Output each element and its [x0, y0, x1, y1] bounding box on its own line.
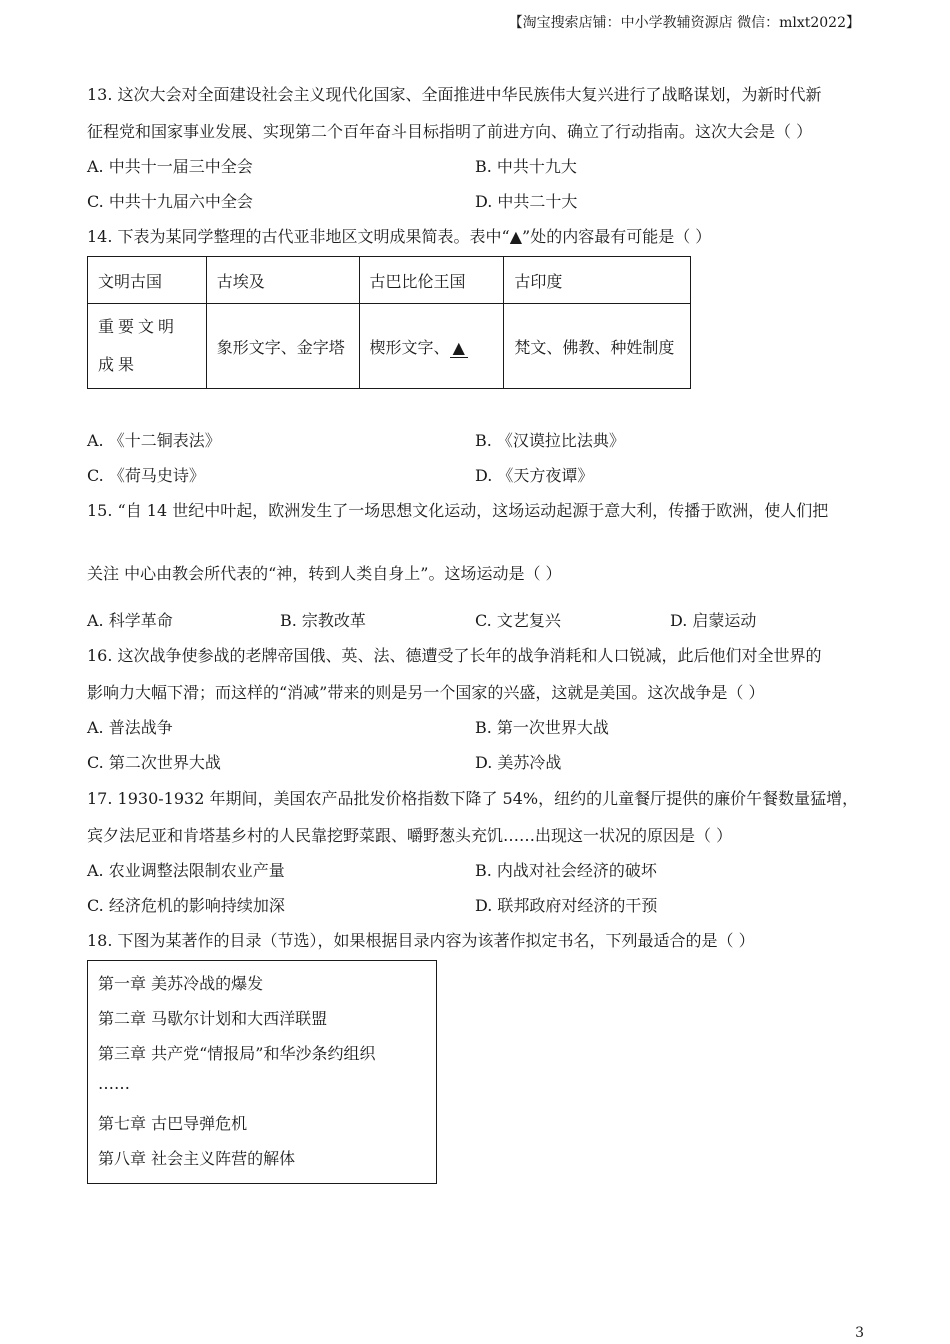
q13-stem-line2: 征程党和国家事业发展、实现第二个百年奋斗目标指明了前进方向、确立了行动指南。这次大会是（ ） — [87, 122, 813, 141]
table-cell-babylon — [359, 304, 504, 389]
q14-option-c: C. 《荷马史诗》 — [87, 466, 205, 485]
table-row-label: 重要文明成果 — [88, 304, 207, 389]
q13-option-b: B. 中共十九大 — [475, 157, 577, 176]
q13-option-c: C. 中共十九届六中全会 — [87, 192, 253, 211]
q17-stem-line2: 宾夕法尼亚和肯塔基乡村的人民靠挖野菜跟、嚼野葱头充饥……出现这一状况的原因是（ ） — [87, 826, 733, 845]
q18-stem: 18. 下图为某著作的目录（节选），如果根据目录内容为该著作拟定书名，下列最适合的是（ ） — [87, 931, 755, 950]
table-of-contents-box — [87, 960, 437, 1184]
table-row — [88, 304, 691, 389]
babylon-text: 楔形文字、 — [369, 337, 450, 357]
table-header-row — [88, 257, 691, 304]
q16-option-c: C. 第二次世界大战 — [87, 753, 221, 772]
table-header-cell: 古巴比伦王国 — [359, 257, 504, 304]
q15-stem-line2: 关注 中心由教会所代表的“神，转到人类自身上”。这场运动是（ ） — [87, 564, 562, 583]
q14-option-d: D. 《天方夜谭》 — [475, 466, 594, 485]
toc-entry: 第二章 马歇尔计划和大西洋联盟 — [98, 1009, 328, 1028]
civilization-table — [87, 256, 691, 389]
table-header-cell: 文明古国 — [88, 257, 207, 304]
q13-option-a: A. 中共十一届三中全会 — [87, 157, 253, 176]
q17-option-c: C. 经济危机的影响持续加深 — [87, 896, 285, 915]
q14-stem: 14. 下表为某同学整理的古代亚非地区文明成果简表。表中“▲”处的内容最有可能是（ ） — [87, 227, 712, 246]
q15-option-c: C. 文艺复兴 — [475, 611, 561, 630]
table-cell-egypt: 象形文字、金字塔 — [206, 304, 359, 389]
q17-option-b: B. 内战对社会经济的破坏 — [475, 861, 657, 880]
q16-option-a: A. 普法战争 — [87, 718, 173, 737]
q14-option-b: B. 《汉谟拉比法典》 — [475, 431, 625, 450]
table-header-cell: 古印度 — [504, 257, 691, 304]
q17-option-a: A. 农业调整法限制农业产量 — [87, 861, 285, 880]
toc-entry: 第八章 社会主义阵营的解体 — [98, 1149, 296, 1168]
q13-option-d: D. 中共二十大 — [475, 192, 578, 211]
q15-option-a: A. 科学革命 — [87, 611, 173, 630]
toc-entry: 第三章 共产党“情报局”和华沙条约组织 — [98, 1044, 376, 1063]
q16-option-b: B. 第一次世界大战 — [475, 718, 609, 737]
q15-option-d: D. 启蒙运动 — [670, 611, 757, 630]
q17-option-d: D. 联邦政府对经济的干预 — [475, 896, 658, 915]
q13-stem-line1: 13. 这次大会对全面建设社会主义现代化国家、全面推进中华民族伟大复兴进行了战略谋划，为新时代新 — [87, 85, 822, 104]
q15-option-b: B. 宗教改革 — [280, 611, 366, 630]
q14-option-a: A. 《十二铜表法》 — [87, 431, 221, 450]
q16-stem-line1: 16. 这次战争使参战的老牌帝国俄、英、法、德遭受了长年的战争消耗和人口锐减，此后他们对全世界的 — [87, 646, 822, 665]
table-cell-india: 梵文、佛教、种姓制度 — [504, 304, 691, 389]
q17-stem-line1: 17. 1930-1932 年期间，美国农产品批发价格指数下降了 54%，纽约的儿童餐厅提供的廉价午餐数量猛增， — [87, 789, 859, 808]
page-number: 3 — [855, 1325, 864, 1341]
triangle-blank-mark: ▲ — [450, 338, 468, 358]
q15-stem-line1: 15. “自 14 世纪中叶起，欧洲发生了一场思想文化运动，这场运动起源于意大利，传播于欧洲，使人们把 — [87, 501, 829, 520]
q16-stem-line2: 影响力大幅下滑；而这样的“消减”带来的则是另一个国家的兴盛，这就是美国。这次战争是（ ） — [87, 683, 765, 702]
header-note: 【淘宝搜索店铺：中小学教辅资源店 微信：mlxt2022】 — [508, 15, 860, 31]
toc-entry: 第一章 美苏冷战的爆发 — [98, 974, 264, 993]
q16-option-d: D. 美苏冷战 — [475, 753, 562, 772]
toc-entry: 第七章 古巴导弹危机 — [98, 1114, 248, 1133]
toc-ellipsis: …… — [98, 1074, 130, 1093]
table-header-cell: 古埃及 — [206, 257, 359, 304]
